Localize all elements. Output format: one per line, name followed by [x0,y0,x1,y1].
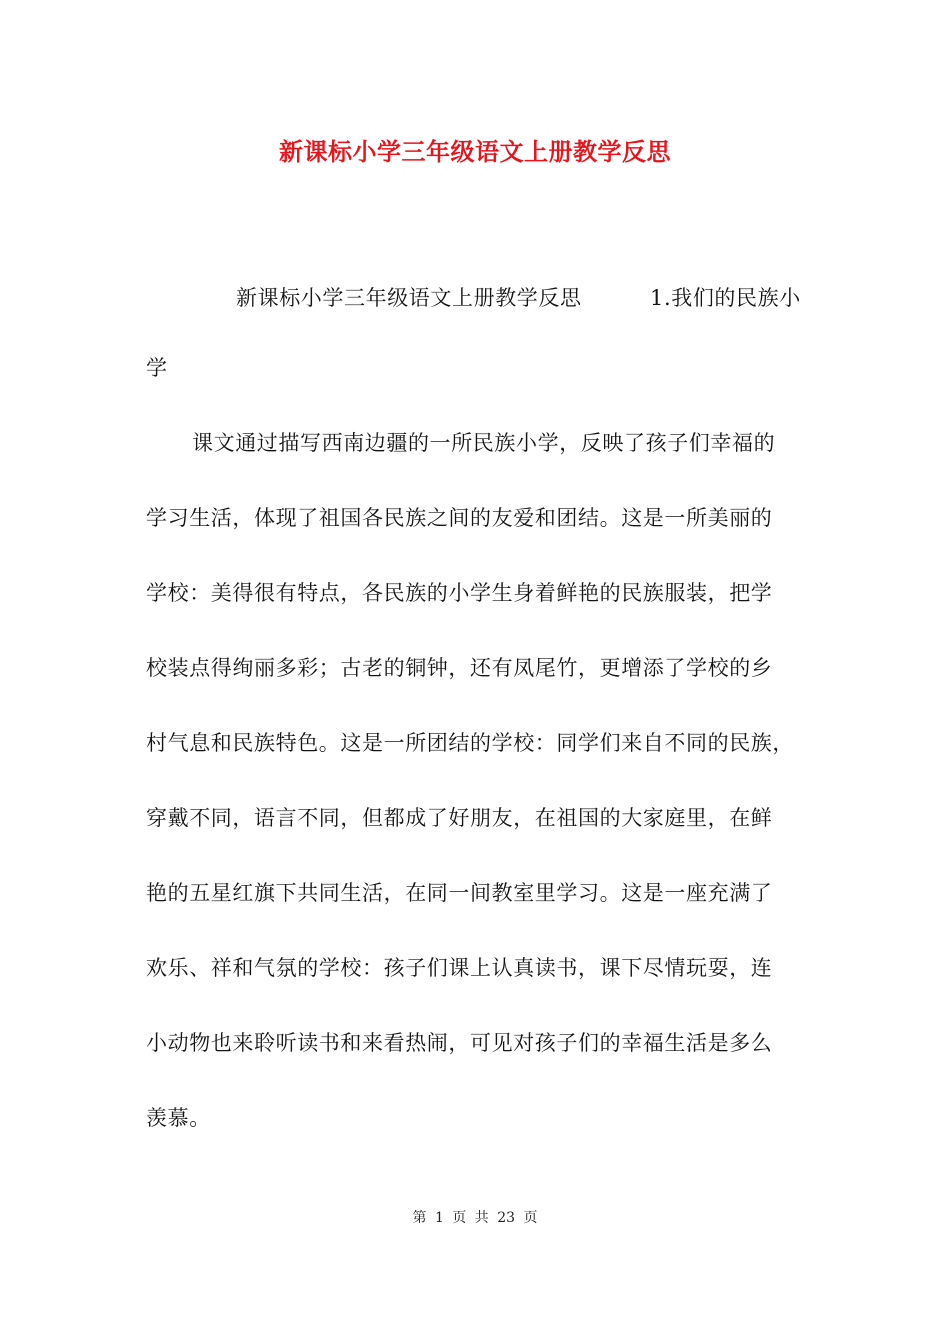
paragraph-line: 学习生活，体现了祖国各民族之间的友爱和团结。这是一所美丽的 [146,506,773,530]
intro-heading: 新课标小学三年级语文上册教学反思 [236,286,582,310]
paragraph-line: 校装点得绚丽多彩；古老的铜钟，还有凤尾竹，更增添了学校的乡 [146,656,773,680]
document-title: 新课标小学三年级语文上册教学反思 [279,137,671,166]
paragraph-line: 小动物也来聆听读书和来看热闹，可见对孩子们的幸福生活是多么 [146,1031,773,1055]
paragraph-line: 学校：美得很有特点，各民族的小学生身着鲜艳的民族服装，把学 [146,581,773,605]
paragraph-line: 欢乐、祥和气氛的学校：孩子们课上认真读书，课下尽情玩耍，连 [146,956,773,980]
page-footer: 第 1 页 共 23 页 [412,1210,538,1226]
paragraph-line: 羡慕。 [146,1106,211,1130]
section-number-title: 1.我们的民族小 [650,286,801,310]
paragraph-line: 穿戴不同，语言不同，但都成了好朋友，在祖国的大家庭里，在鲜 [146,806,773,830]
paragraph-line: 课文通过描写西南边疆的一所民族小学，反映了孩子们幸福的 [192,431,776,455]
paragraph-line: 村气息和民族特色。这是一所团结的学校：同学们来自不同的民族， [146,731,794,755]
paragraph-line: 艳的五星红旗下共同生活，在同一间教室里学习。这是一座充满了 [146,881,773,905]
section-title-continued: 学 [146,356,168,380]
